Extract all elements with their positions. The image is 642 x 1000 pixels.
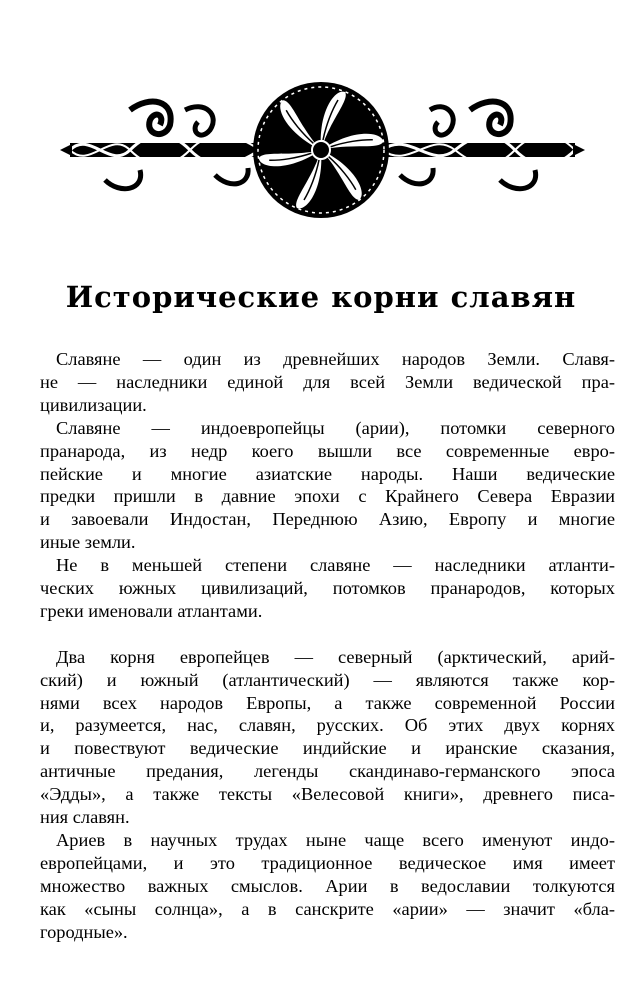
paragraph-4	[40, 646, 615, 829]
chapter-body	[40, 348, 615, 944]
text-line: греки именовали атлантами.	[40, 600, 263, 621]
text-line: Ариев в научных трудах ныне чаще всего именуют индо-	[56, 830, 615, 851]
paragraph-3	[40, 554, 615, 623]
text-line: пейские и многие азиатские народы. Наши ведические	[40, 463, 615, 484]
paragraph-2	[40, 417, 615, 554]
text-line: ский) и южный (атлантический) — являются также кор-	[40, 669, 615, 690]
text-line: множество важных смыслов. Арии в ведославии толкуются	[40, 875, 615, 896]
text-line: предки пришли в давние эпохи с Крайнего Севера Евразии	[40, 486, 615, 507]
text-line: цивилизации.	[40, 394, 147, 415]
text-line: городные».	[40, 921, 128, 942]
text-line: античные предания, легенды скандинаво-германского эпоса	[40, 761, 615, 782]
left-band-ornament	[60, 102, 260, 189]
text-line: Не в меньшей степени славяне — наследники атланти-	[56, 555, 615, 576]
text-line: Два корня европейцев — северный (арктический, арий-	[56, 646, 615, 667]
text-line: европейцами, и это традиционное ведическое имя имеет	[40, 852, 615, 873]
right-band-ornament	[382, 102, 585, 189]
text-line: и повествуют ведические индийские и иранские сказания,	[40, 738, 615, 759]
text-line: как «сыны солнца», а в санскрите «арии» — значит «бла-	[40, 898, 615, 919]
text-line: ческих южных цивилизаций, потомков пранародов, которых	[40, 578, 615, 599]
text-line: не — наследники единой для всей Земли ведической пра-	[40, 371, 615, 392]
paragraph-spacer	[40, 623, 615, 646]
text-line: Славяне — индоевропейцы (арии), потомки северного	[56, 417, 615, 438]
text-line: «Эдды», а также тексты «Велесовой книги», древнего писа-	[40, 784, 615, 805]
text-line: иные земли.	[40, 532, 136, 553]
text-line: пранарода, из недр коего вышли все современные евро-	[40, 440, 615, 461]
text-line: ния славян.	[40, 807, 130, 828]
text-line: Славяне — один из древнейших народов Земли. Славя-	[56, 349, 615, 369]
text-line: и завоевали Индостан, Переднюю Азию, Европу и многие	[40, 509, 615, 530]
paragraph-5	[40, 829, 615, 944]
text-line: и, разумеется, нас, славян, русских. Об этих двух корнях	[40, 715, 615, 736]
text-line: нями всех народов Европы, а также современной России	[40, 692, 615, 713]
ornamental-header	[0, 0, 642, 275]
central-medallion	[253, 82, 389, 218]
paragraph-1	[40, 348, 615, 417]
chapter-title: Исторические корни славян	[65, 280, 577, 314]
